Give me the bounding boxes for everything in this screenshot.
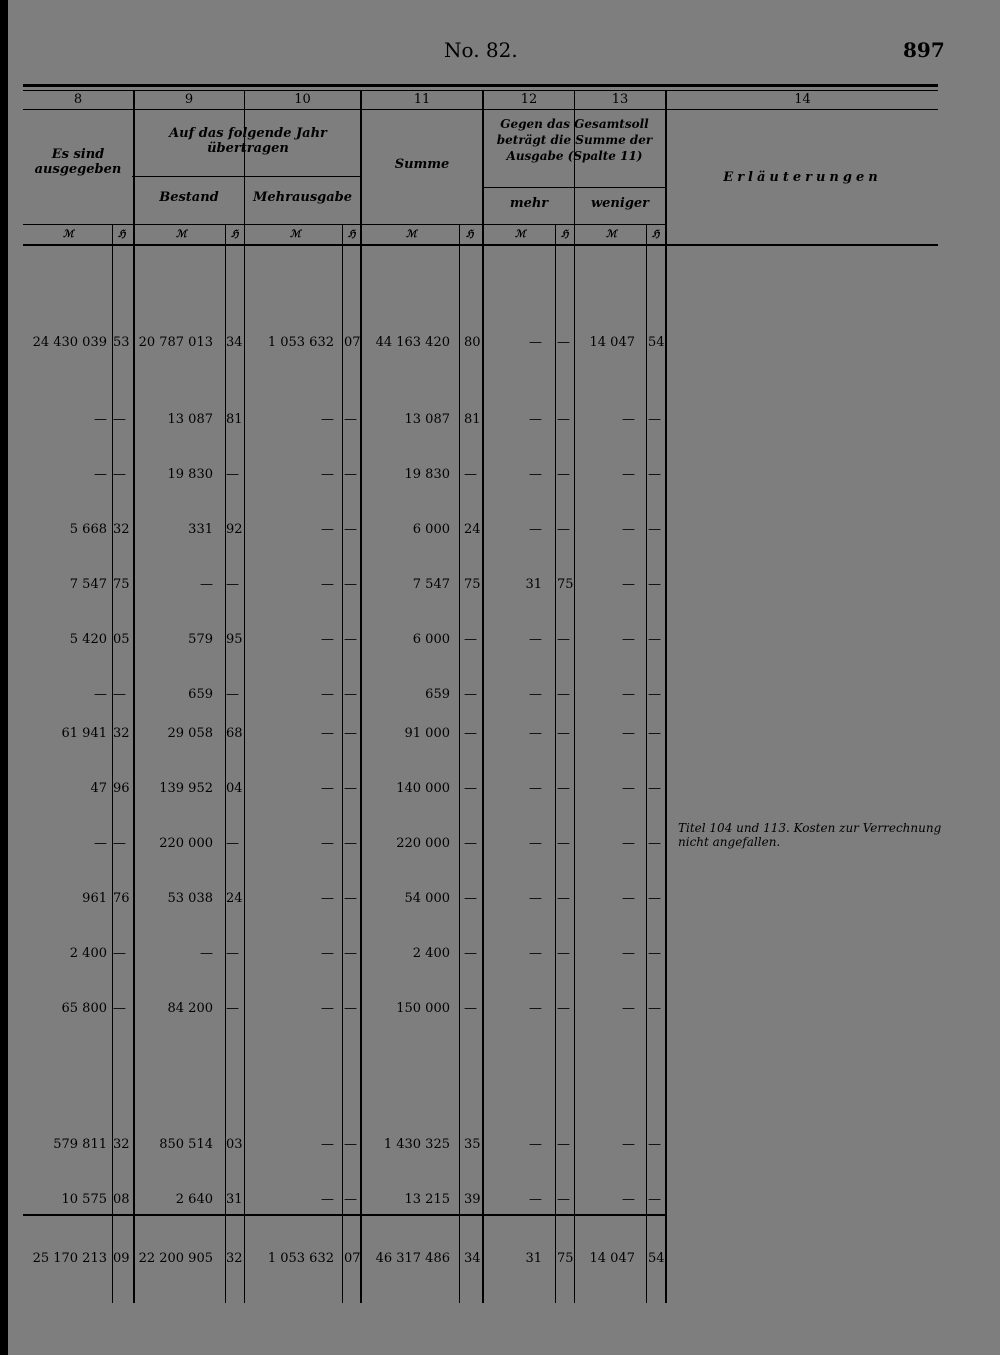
less-pf-value: — [648, 891, 661, 906]
sum-pf-value: — [464, 1001, 477, 1016]
stock-value: 13 087 [167, 412, 213, 427]
less-pf-value: — [648, 522, 661, 537]
stock-value: 659 [188, 687, 213, 702]
sum-pf-value: — [464, 726, 477, 741]
excess-value: — [321, 1137, 334, 1152]
stock-value: 2 640 [175, 1192, 213, 1207]
excess-value: — [321, 836, 334, 851]
excess-value: — [321, 577, 334, 592]
more-pf-value: — [557, 632, 570, 647]
stock-pf-value: — [226, 1001, 239, 1016]
more-pf-value: 75 [557, 1251, 574, 1266]
excess-value: — [321, 1001, 334, 1016]
more-value: — [529, 522, 542, 537]
stock-value: 579 [188, 632, 213, 647]
unit-pf-8: ℌ [118, 229, 126, 240]
spent-pf-value: 05 [113, 632, 130, 647]
more-value: — [529, 467, 542, 482]
unit-mark-13: ℳ [606, 229, 617, 240]
stock-value: 29 058 [167, 726, 213, 741]
excess-pf-value: — [344, 1192, 357, 1207]
less-value: — [622, 891, 635, 906]
more-value: — [529, 1192, 542, 1207]
excess-value: — [321, 726, 334, 741]
colnum-rule [23, 109, 938, 110]
rule-11-12 [482, 90, 484, 1303]
sum-value: 46 317 486 [375, 1251, 450, 1266]
more-value: — [529, 412, 542, 427]
more-value: — [529, 891, 542, 906]
sum-pf-value: 39 [464, 1192, 481, 1207]
more-value: 31 [525, 1251, 542, 1266]
more-value: — [529, 632, 542, 647]
colnum-8: 8 [73, 92, 83, 107]
stock-pf-value: 03 [226, 1137, 243, 1152]
stock-value: — [200, 946, 213, 961]
sum-pf-value: 80 [464, 335, 481, 350]
less-value: — [622, 577, 635, 592]
colnum-14: 14 [794, 92, 811, 107]
sum-pf-value: — [464, 836, 477, 851]
spent-pf-value: — [113, 946, 126, 961]
stock-value: 850 514 [159, 1137, 213, 1152]
stock-value: 331 [188, 522, 213, 537]
more-pf-value: — [557, 836, 570, 851]
excess-value: 1 053 632 [267, 335, 334, 350]
sum-pf-value: 34 [464, 1251, 481, 1266]
less-pf-value: — [648, 687, 661, 702]
more-value: — [529, 781, 542, 796]
less-value: — [622, 522, 635, 537]
sum-pf-value: — [464, 632, 477, 647]
less-value: — [622, 412, 635, 427]
less-value: — [622, 1001, 635, 1016]
spent-pf-value: 75 [113, 577, 130, 592]
excess-pf-value: 07 [344, 335, 361, 350]
spent-value: 579 811 [53, 1137, 107, 1152]
header-bottom-rule [23, 244, 938, 246]
rule-pf-11 [459, 224, 460, 1303]
more-pf-value: — [557, 467, 570, 482]
sum-pf-value: 81 [464, 412, 481, 427]
unit-pf-12: ℌ [561, 229, 569, 240]
excess-value: — [321, 781, 334, 796]
excess-pf-value: — [344, 946, 357, 961]
sum-pf-value: — [464, 687, 477, 702]
excess-value: — [321, 1192, 334, 1207]
sum-pf-value: 35 [464, 1137, 481, 1152]
more-value: — [529, 946, 542, 961]
less-value: — [622, 946, 635, 961]
stock-value: 139 952 [159, 781, 213, 796]
sum-value: 44 163 420 [375, 335, 450, 350]
sum-value: 220 000 [396, 836, 450, 851]
remark-note: Titel 104 und 113. Kosten zur Verrechnung nicht angefallen. [678, 821, 942, 849]
excess-value: — [321, 522, 334, 537]
less-pf-value: — [648, 632, 661, 647]
stock-value: 19 830 [167, 467, 213, 482]
more-pf-value: — [557, 522, 570, 537]
header-c14: Erläuterungen [723, 170, 882, 185]
less-pf-value: — [648, 1137, 661, 1152]
spent-pf-value: 08 [113, 1192, 130, 1207]
stock-pf-value: — [226, 836, 239, 851]
stock-value: 20 787 013 [138, 335, 213, 350]
less-pf-value: — [648, 946, 661, 961]
unit-pf-13: ℌ [652, 229, 660, 240]
more-value: — [529, 1137, 542, 1152]
sum-value: 13 215 [404, 1192, 450, 1207]
rule-pf-10 [342, 224, 343, 1303]
less-pf-value: — [648, 836, 661, 851]
more-value: — [529, 1001, 542, 1016]
top-rule [23, 84, 938, 87]
more-pf-value: — [557, 687, 570, 702]
excess-value: — [321, 412, 334, 427]
sum-pf-value: 75 [464, 577, 481, 592]
more-pf-value: — [557, 891, 570, 906]
excess-pf-value: — [344, 836, 357, 851]
spent-pf-value: 32 [113, 522, 130, 537]
header-c9-10-group: Auf das folgende Jahr übertragen [169, 126, 327, 156]
spent-value: 25 170 213 [32, 1251, 107, 1266]
stock-pf-value: 68 [226, 726, 243, 741]
spent-value: 961 [82, 891, 107, 906]
less-value: — [622, 467, 635, 482]
less-value: — [622, 1192, 635, 1207]
excess-pf-value: — [344, 1137, 357, 1152]
total-rule [23, 1214, 666, 1216]
spent-value: 65 800 [61, 1001, 107, 1016]
sum-value: 54 000 [404, 891, 450, 906]
colnum-13: 13 [611, 92, 629, 107]
sum-value: 150 000 [396, 1001, 450, 1016]
sum-pf-value: — [464, 891, 477, 906]
more-pf-value: — [557, 946, 570, 961]
spent-pf-value: — [113, 1001, 126, 1016]
more-pf-value: 75 [557, 577, 574, 592]
less-pf-value: — [648, 467, 661, 482]
less-value: — [622, 726, 635, 741]
stock-pf-value: 04 [226, 781, 243, 796]
more-value: — [529, 726, 542, 741]
excess-pf-value: — [344, 891, 357, 906]
header-c12: mehr [509, 196, 549, 211]
less-value: — [622, 781, 635, 796]
more-value: — [529, 836, 542, 851]
unit-mark-12: ℳ [515, 229, 526, 240]
rule-pf-13 [646, 224, 647, 1303]
stock-pf-value: 34 [226, 335, 243, 350]
spent-pf-value: — [113, 467, 126, 482]
excess-value: — [321, 687, 334, 702]
header-c9: Bestand [159, 190, 219, 205]
spent-pf-value: 32 [113, 726, 130, 741]
rule-8-9 [133, 90, 135, 1303]
sum-value: 2 400 [412, 946, 450, 961]
rule-10-11 [360, 90, 362, 1303]
page-number: 897 [903, 38, 945, 62]
spent-value: — [94, 412, 107, 427]
spent-value: 5 668 [69, 522, 107, 537]
stock-value: — [200, 577, 213, 592]
unit-rule [23, 224, 666, 225]
more-value: — [529, 335, 542, 350]
rule-13-14 [665, 90, 667, 1303]
header-c12-13-group: Gegen das Gesamtsoll beträgt die Summe der Ausgabe (Spalte 11) [496, 117, 653, 163]
more-pf-value: — [557, 412, 570, 427]
stock-pf-value: — [226, 467, 239, 482]
sub-rule-9-10 [132, 176, 360, 177]
less-pf-value: — [648, 412, 661, 427]
document-page [8, 0, 1000, 1355]
excess-pf-value: — [344, 522, 357, 537]
sum-value: 659 [425, 687, 450, 702]
less-pf-value: 54 [648, 1251, 665, 1266]
stock-pf-value: 92 [226, 522, 243, 537]
unit-mark-11: ℳ [406, 229, 417, 240]
sum-value: 91 000 [404, 726, 450, 741]
less-pf-value: 54 [648, 335, 665, 350]
stock-value: 22 200 905 [138, 1251, 213, 1266]
unit-mark-10: ℳ [290, 229, 301, 240]
excess-pf-value: — [344, 632, 357, 647]
spent-value: 24 430 039 [32, 335, 107, 350]
sum-pf-value: — [464, 946, 477, 961]
spent-pf-value: — [113, 412, 126, 427]
excess-value: — [321, 467, 334, 482]
sum-value: 19 830 [404, 467, 450, 482]
excess-pf-value: — [344, 467, 357, 482]
spent-value: 47 [90, 781, 107, 796]
excess-pf-value: 07 [344, 1251, 361, 1266]
unit-pf-9: ℌ [231, 229, 239, 240]
sum-value: 1 430 325 [383, 1137, 450, 1152]
more-pf-value: — [557, 1137, 570, 1152]
stock-value: 220 000 [159, 836, 213, 851]
page-title: No. 82. [444, 38, 518, 62]
sum-value: 6 000 [412, 632, 450, 647]
rule-pf-12 [555, 224, 556, 1303]
spent-value: — [94, 836, 107, 851]
more-value: 31 [525, 577, 542, 592]
stock-value: 84 200 [167, 1001, 213, 1016]
more-value: — [529, 687, 542, 702]
excess-value: — [321, 946, 334, 961]
less-value: — [622, 687, 635, 702]
stock-pf-value: 81 [226, 412, 243, 427]
rule-12-13 [574, 90, 575, 1303]
spent-pf-value: — [113, 836, 126, 851]
spent-value: 2 400 [69, 946, 107, 961]
less-pf-value: — [648, 726, 661, 741]
stock-pf-value: — [226, 946, 239, 961]
more-pf-value: — [557, 1192, 570, 1207]
excess-value: 1 053 632 [267, 1251, 334, 1266]
less-value: — [622, 836, 635, 851]
less-value: 14 047 [589, 1251, 635, 1266]
spent-value: 61 941 [61, 726, 107, 741]
header-c13: weniger [590, 196, 650, 211]
spent-pf-value: 76 [113, 891, 130, 906]
unit-pf-11: ℌ [466, 229, 474, 240]
less-value: — [622, 1137, 635, 1152]
sum-value: 6 000 [412, 522, 450, 537]
colnum-12: 12 [520, 92, 538, 107]
colnum-10: 10 [294, 92, 311, 107]
spent-pf-value: 53 [113, 335, 130, 350]
excess-value: — [321, 632, 334, 647]
unit-mark-8: ℳ [63, 229, 74, 240]
excess-pf-value: — [344, 412, 357, 427]
sum-pf-value: — [464, 781, 477, 796]
more-pf-value: — [557, 726, 570, 741]
stock-pf-value: 95 [226, 632, 243, 647]
header-c10: Mehrausgabe [252, 190, 353, 205]
spent-value: — [94, 687, 107, 702]
rule-9-10 [244, 90, 245, 1303]
sum-pf-value: — [464, 467, 477, 482]
more-pf-value: — [557, 781, 570, 796]
excess-pf-value: — [344, 781, 357, 796]
unit-pf-10: ℌ [348, 229, 356, 240]
stock-pf-value: — [226, 577, 239, 592]
less-pf-value: — [648, 1001, 661, 1016]
excess-pf-value: — [344, 1001, 357, 1016]
excess-pf-value: — [344, 687, 357, 702]
less-pf-value: — [648, 577, 661, 592]
stock-value: 53 038 [167, 891, 213, 906]
less-pf-value: — [648, 781, 661, 796]
excess-pf-value: — [344, 726, 357, 741]
spent-value: 10 575 [61, 1192, 107, 1207]
header-c8: Es sind ausgegeben [34, 147, 122, 177]
less-pf-value: — [648, 1192, 661, 1207]
excess-value: — [321, 891, 334, 906]
stock-pf-value: 31 [226, 1192, 243, 1207]
stock-pf-value: 24 [226, 891, 243, 906]
unit-mark-9: ℳ [176, 229, 187, 240]
spent-pf-value: 09 [113, 1251, 130, 1266]
spent-value: 5 420 [69, 632, 107, 647]
header-c11: Summe [394, 157, 450, 172]
spent-value: 7 547 [69, 577, 107, 592]
colnum-9: 9 [184, 92, 194, 107]
stock-pf-value: 32 [226, 1251, 243, 1266]
excess-pf-value: — [344, 577, 357, 592]
more-pf-value: — [557, 335, 570, 350]
top-rule-thin [23, 90, 938, 91]
colnum-11: 11 [413, 92, 431, 107]
more-pf-value: — [557, 1001, 570, 1016]
spent-pf-value: 96 [113, 781, 130, 796]
spent-value: — [94, 467, 107, 482]
stock-pf-value: — [226, 687, 239, 702]
sum-pf-value: 24 [464, 522, 481, 537]
sum-value: 140 000 [396, 781, 450, 796]
less-value: 14 047 [589, 335, 635, 350]
spent-pf-value: — [113, 687, 126, 702]
sum-value: 13 087 [404, 412, 450, 427]
sum-value: 7 547 [412, 577, 450, 592]
less-value: — [622, 632, 635, 647]
spent-pf-value: 32 [113, 1137, 130, 1152]
